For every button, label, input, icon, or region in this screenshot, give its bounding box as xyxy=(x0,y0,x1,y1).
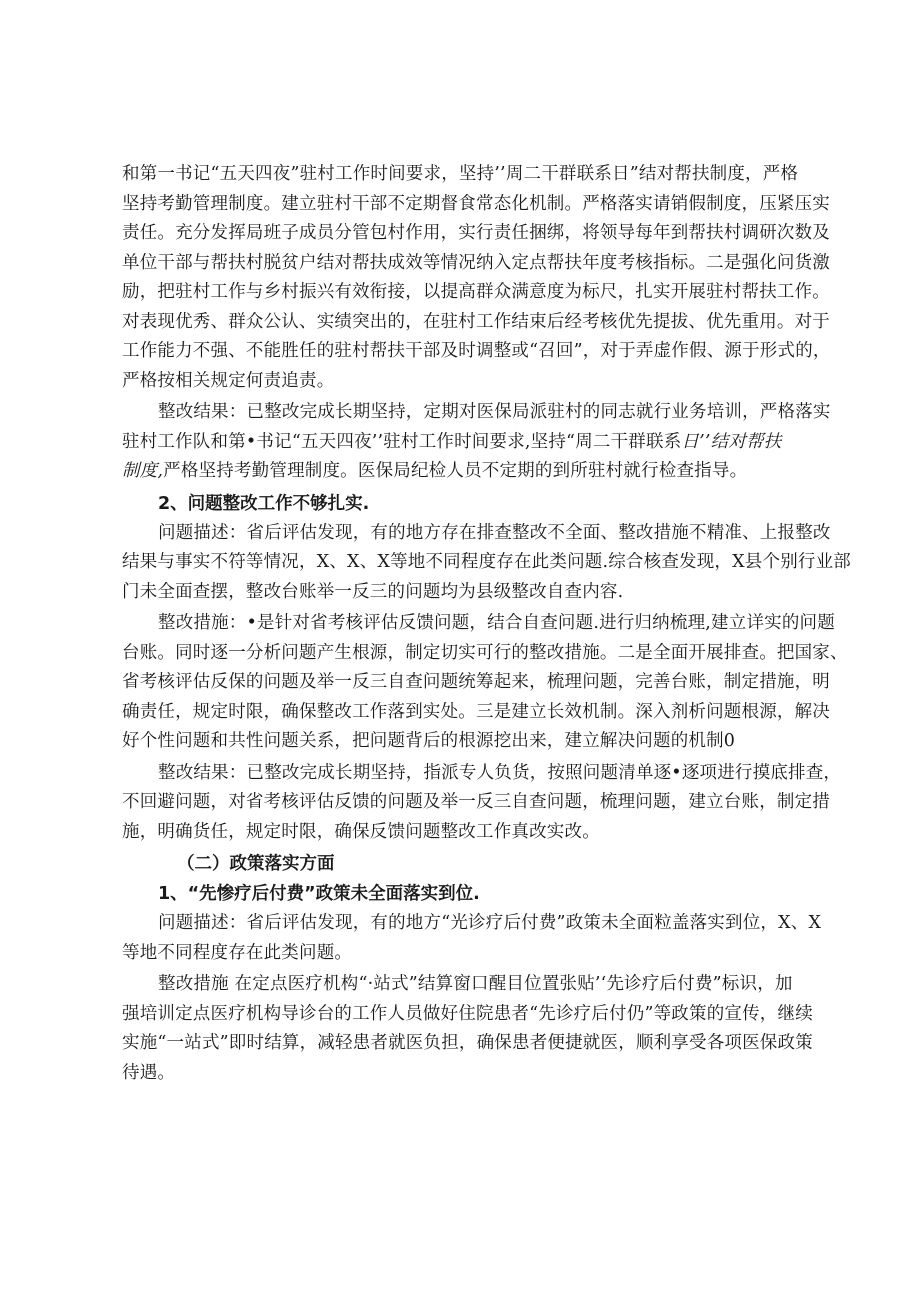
text-line: 结果与事实不符等情况，X、X、X等地不同程度存在此类问题.综合核查发现，X县个别行业部 xyxy=(122,552,851,572)
paragraph-policy-rectification-measures xyxy=(122,970,812,1088)
text-line: 省考核评估反保的问题及举一反三自查问题统筹起来，梳理问题，完善台账，制定措施，明 xyxy=(122,672,830,692)
document-page xyxy=(122,160,851,1090)
text-line: 台账。同时逐一分析问题产生根源，制定切实可行的整改措施。二是全面开展排查。把国家、 xyxy=(122,642,848,663)
paragraph-rectification-result-1 xyxy=(122,398,831,487)
text-line: 整改措施：•是针对省考核评估反馈问题，结合自查问题.进行归纳梳理,建立详实的问题 xyxy=(158,613,835,633)
text-line xyxy=(122,457,812,487)
text-line: 问题描述：省后评估发现，有的地方“光诊疗后付费”政策未全面粒盖落实到位，X、X xyxy=(158,913,822,933)
text-line: 励，把驻村工作与乡村振兴有效衔接，以提高群众满意度为标尺，扎实开展驻村帮扶工作。 xyxy=(122,282,830,302)
italic-text-run: 日’’结对帮扶 xyxy=(681,431,782,452)
paragraph-rectification-measures-2 xyxy=(122,609,848,757)
text-run: 驻村工作队和第•书记“五天四夜’’驻村工作时间要求,坚持“周二干群联系 xyxy=(122,431,682,452)
text-line: 工作能力不强、不能胜任的驻村帮扶干部及时调整或“召回”，对于弄虚作假、源于形式的， xyxy=(122,341,831,361)
text-line: 实施“一站式”即时结算，减轻患者就医负担，确保患者便捷就医，顺利享受各项医保政策 xyxy=(122,1033,813,1053)
text-line: 责任。充分发挥局班子成员分管包村作用，实行责任捆绑，将领导每年到帮扶村调研次数及 xyxy=(122,223,830,243)
text-line: 严格按相关规定何责追责。 xyxy=(122,370,335,391)
text-line: 整改结果：已整改完成长期坚持，指派专人负货，按照问题清单逐•逐项进行摸底排查， xyxy=(158,762,842,783)
text-line: 不回避问题，对省考核评估反馈的问题及举一反三自查问题，梳理问题，建立台账，制定措 xyxy=(122,792,830,812)
paragraph-rectification-result-2 xyxy=(122,759,842,848)
text-line: 强培训定点医疗机构导诊台的工作人员做好住院患者“先诊疗后付仍”等政策的宣传，继续 xyxy=(122,1003,813,1024)
text-line: 好个性问题和共性问题关系，把问题背后的根源挖出来，建立解决问题的机制0 xyxy=(122,731,736,751)
text-line xyxy=(122,428,812,458)
paragraph-policy-problem-description xyxy=(122,909,822,968)
text-line: 坚持考勤管理制度。建立驻村干部不定期督食常态化机制。严格落实请销假制度，压紧压实 xyxy=(122,193,830,214)
text-line: 问题描述：省后评估发现，有的地方存在排查整改不全面、整改措施不精准、上报整改 xyxy=(158,522,831,543)
text-run: 严格坚持考勤管理制度。医保局纪检人员不定期的到所驻村就行检查指导。 xyxy=(163,461,748,481)
text-line: 和第一书记“五天四夜”驻村工作时间要求，坚持’’周二干群联系日”结对帮扶制度，严格 xyxy=(122,164,799,184)
heading-section-policy-implementation: （二）政策落实方面 xyxy=(177,854,335,874)
paragraph-problem-description-2 xyxy=(122,519,851,608)
paragraph-supervision-measures xyxy=(122,160,831,396)
text-line: 待遇。 xyxy=(122,1062,176,1083)
text-line: 整改措施 在定点医疗机构“·站式”结算窗口醒目位置张贴’‘先诊疗后付费”标识，加 xyxy=(158,974,793,994)
text-line: 整改结果：已整改完成长期坚持，定期对医保局派驻村的同志就行业务培训，严格落实 xyxy=(158,402,831,422)
text-line: 单位干部与帮扶村脱贫户结对帮扶成效等情况纳入定点帮扶年度考核指标。二是强化问货激 xyxy=(122,252,830,273)
text-line: 施，明确货任，规定时限，确保反馈问题整改工作真改实改。 xyxy=(122,821,600,842)
text-line: 等地不同程度存在此类问题。 xyxy=(122,942,353,963)
heading-problem-2: 2、问题整改工作不够扎实. xyxy=(158,493,370,514)
text-line: 门未全面查摆，整改台账举一反三的问题均为县级整改自查内容. xyxy=(122,581,624,602)
heading-policy-problem-1: 1、“先惨疗后付费”政策未全面落实到位. xyxy=(158,884,480,904)
italic-text-run: 制度, xyxy=(122,461,164,481)
text-line: 对表现优秀、群众公认、实绩突出的，在驻村工作结束后经考核优先提拔、优先重用。对于 xyxy=(122,311,830,332)
text-line: 确责任，规定时限，确保整改工作落到实处。三是建立长效机制。深入剂析问题根源，解决 xyxy=(122,701,830,722)
